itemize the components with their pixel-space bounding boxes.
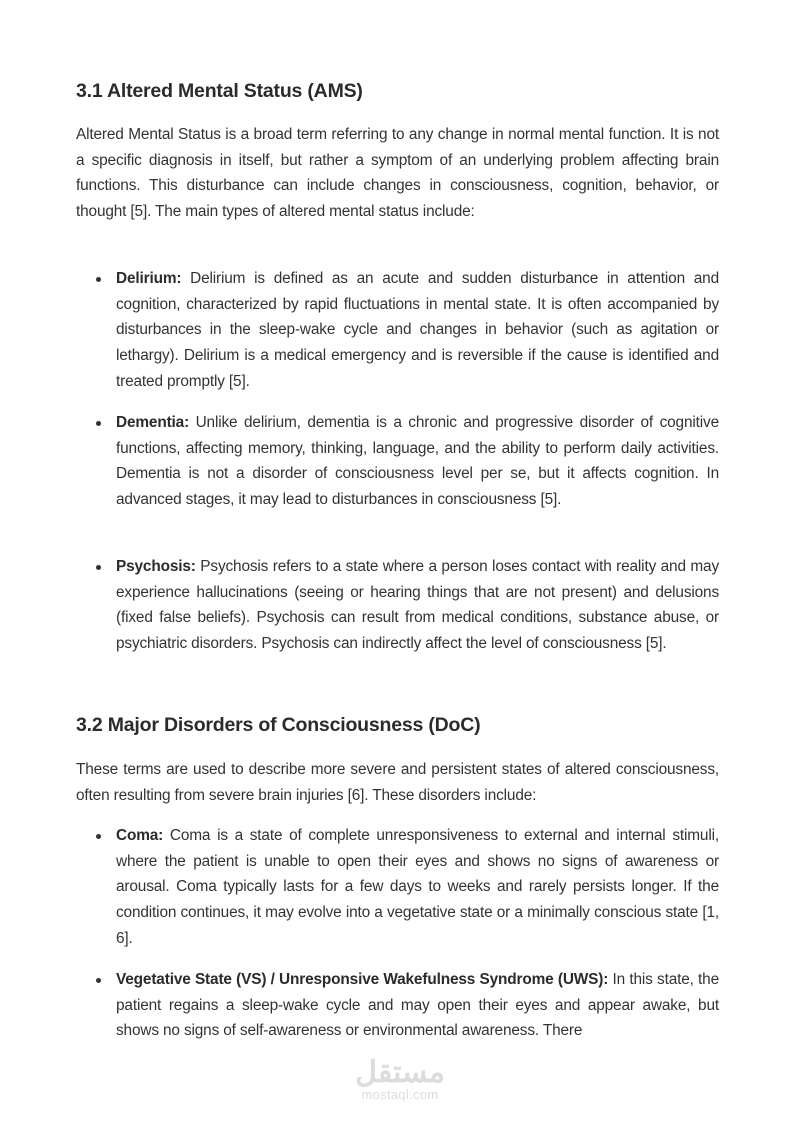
section-heading-doc: 3.2 Major Disorders of Consciousness (DoC)	[76, 714, 481, 736]
term-label: Coma:	[116, 827, 164, 844]
section-intro-ams: Altered Mental Status is a broad term referring to any change in normal mental function. It is not a specific diagnosis in itself, but rather a symptom of an underlying problem affecting brain functions. This disturbance can include changes in consciousness, cognition, behavior, or thought [5]. The main types of altered mental status include:	[76, 126, 719, 221]
term-description: In this state, the patient regains a sleep-wake cycle and may open their eyes and appear awake, but shows no signs of self-awareness or environmental awareness. There	[116, 971, 720, 1040]
list-item-coma	[96, 823, 719, 952]
list-item-delirium	[96, 266, 719, 395]
section-heading-ams: 3.1 Altered Mental Status (AMS)	[76, 80, 363, 102]
term-description: Delirium is defined as an acute and sudden disturbance in attention and cognition, characterized by rapid fluctuations in mental state. It is often accompanied by disturbances in the sleep-wake cycle and changes in behavior (such as agitation or lethargy). Delirium is a medical emergency and is reversible if the cause is identified and treated promptly [5].	[116, 270, 719, 390]
term-label: Delirium:	[116, 270, 182, 287]
bullet-icon	[96, 565, 101, 570]
bullet-icon	[96, 277, 101, 282]
term-description: Psychosis refers to a state where a person loses contact with reality and may experience hallucinations (seeing or hearing things that are not present) and delusions (fixed false beliefs). Psychosis can result from medical conditions, substance abuse, or psychiatric disorders. Psychosis can indirectly affect the level of consciousness [5].	[116, 558, 719, 653]
term-label: Vegetative State (VS) / Unresponsive Wakefulness Syndrome (UWS):	[116, 971, 609, 988]
section-intro-doc: These terms are used to describe more severe and persistent states of altered consciousness, often resulting from severe brain injuries [6]. These disorders include:	[76, 761, 719, 804]
bullet-icon	[96, 978, 101, 983]
bullet-icon	[96, 834, 101, 839]
term-label: Dementia:	[116, 414, 190, 431]
watermark-logo	[340, 1058, 460, 1102]
bullet-icon	[96, 421, 101, 426]
list-item-psychosis	[96, 554, 719, 657]
term-label: Psychosis:	[116, 558, 196, 575]
watermark-arabic: مستقل	[355, 1056, 445, 1089]
term-description: Unlike delirium, dementia is a chronic and progressive disorder of cognitive functions, affecting memory, thinking, language, and the ability to perform daily activities. Dementia is not a disorder of consciousness level per se, but it affects cognition. In advanced stages, it may lead to disturbances in consciousness [5].	[116, 414, 719, 509]
term-description: Coma is a state of complete unresponsiveness to external and internal stimuli, where the patient is unable to open their eyes and shows no signs of awareness or arousal. Coma typically lasts for a few days to weeks and rarely persists longer. If the condition continues, it may evolve into a vegetative state or a minimally conscious state [1, 6].	[116, 827, 719, 947]
list-item-dementia	[96, 410, 719, 513]
list-item-vegetative-state	[96, 967, 719, 1044]
watermark-domain: mostaql.com	[361, 1087, 439, 1102]
